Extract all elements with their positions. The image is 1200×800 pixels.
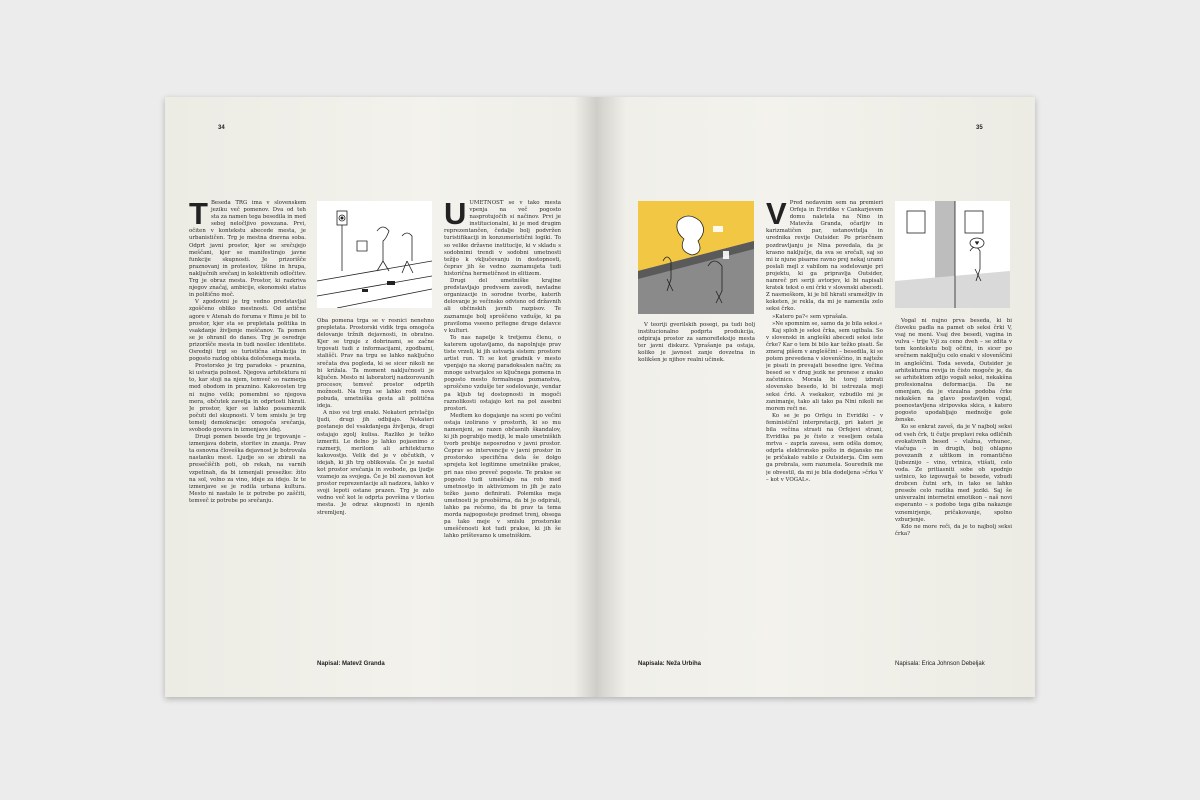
paragraph: Beseda TRG ima v slovenskem jeziku več pomenov. Dva od teh sta za namen tega besedila in med seboj neločljivo povezana. Prvi, očiten v kontekstu abecede mesta, je urbanističen. Trg je mestna dnevna soba. Odprt javni prostor, kjer se srečujejo meščani, kjer se manifestirajo javne funkcije skupnosti. Je prizorišče praznovanj in protestov, tišine in hrupa, naključnih srečanj in kolektivnih odločitev. Trg je obraz mesta. Prostor, ki razkriva njegov značaj, ambicije, ekonomski status in politično moč. bbox=[189, 200, 306, 299]
dropcap-t: T bbox=[189, 200, 208, 231]
paragraph: V zgodovini je trg vedno predstavljal zgoščeno obliko mestnosti. Od antične agore v Atenah do foruma v Rimu je bil to prostor, kjer sta se prepletala politika in vsakdanje življenje meščanov. Ta pomen se je ohranil do danes. Trg je osrednje prizorišče mesta in tudi nosilec identitete. Osrednji trgi so turistična atrakcija in pogosto razlog obiska določenega mesta. bbox=[189, 299, 306, 363]
paragraph: Drugi del umetniške krajine predstavljajo predvsem zavodi, nevladne organizacije in sorodne tvorbe, katerih delovanje je večinsko odvisno od državnih ali občinskih javnih razpisov. Te zaznamuje bolj sproščeno vzdušje, ki pa praviloma vseeno pritegne druge delavce v kulturi. bbox=[444, 278, 561, 334]
paragraph: V teoriji gverilskih posegi, pa tudi bolj institucionalno podprta produkcija, odpiraja prostor za samorefleksijo mesta ter javni diskurz. Vprašanje pa ostaja, koliko je javnost zanje dovzetna in kolikšen je njihov realni učinek. bbox=[638, 322, 755, 364]
page-number-right: 35 bbox=[976, 125, 983, 131]
article-umetnost-column-1 bbox=[444, 200, 561, 670]
article-vogal-column-2 bbox=[895, 318, 1012, 638]
article-trg-column-1 bbox=[189, 200, 306, 670]
corner-scene-illustration bbox=[895, 201, 1010, 308]
article-umetnost-column-2 bbox=[638, 322, 755, 482]
paragraph: Kaj sploh je seksi črka, sem ugibala. So v slovenski in angleški abecedi seksi iste črke? Kar o tem bi bilo kar težko pisati. Še zmeraj pišem v angleščini – besedila, ki so potem prevedena v slovenščino, in najteže je pisati in prevajati besedne igre. Večina besed se v drug jezik ne prenese z enako začetnico. Morala bi torej izbrati slovensko besedo, ki bi ustrezala moji seksi črki. A vsekakor, vzbudilo mi je zanimanje, tako ali tako pa Nini nikoli ne morem reči ne. bbox=[766, 327, 883, 412]
paragraph: To nas napelje k tretjemu členu, o katerem ugotavljamo, da napolnjuje prav tiste vrzeli, ki jih ustvarja sistem: prostore artist run. Ti se kot gradnik v mesto vpenjajo na skoraj paradoksalen način; za mnoge ustvarjalce so ključnega pomena in pogosto mesto formalnega poznanstva, sproščeno vzdušje ter sodelovanje, vendar pa kljub tej dostopnosti in mogoči raznolikosti ostajajo kot na pol zasebni prostori. bbox=[444, 334, 561, 412]
dropcap-v: V bbox=[766, 200, 787, 231]
yellow-wall-illustration bbox=[638, 201, 754, 314]
paragraph: Oba pomena trga se v resnici nenehno prepletata. Prostorski vidik trga omogoča delovanje tržnih dejavnosti, in obratno. Kjer se trguje z dobrinami, se začne trgovati tudi z informacijami, zgodbami, stališči. Prav na trgu se lahko naključno srečata dva pogleda, ki se sicer nikoli ne bi križala. Ta moment naključnosti je ključen. Mesto ni laboratorij nadzorovanih procesov, temveč prostor odprtih možnosti. Na trgu se lahko rodi nova pobuda, umetniška gesta ali politična ideja. bbox=[317, 318, 434, 410]
paragraph: »Katero pa?« sem vprašala. bbox=[772, 313, 848, 320]
paragraph: Kdo ne more reči, da je to najbolj seksi črka? bbox=[895, 523, 1012, 537]
paragraph: Ko se je po Orfeju in Evridiki – v feminističnl interpretaciji, pri kateri je bila večina strasti na Orfejevi strani, Evridika pa je čisto z veseljem ostala mrtva – zaprla zavesa, sem odšla domov, odprla elektronsko pošto in dejansko me je pričakalo vabilo z Outsiderja. Čim sem ga prebrala, sem razumela. Sourednik me je obvestil, da mi je bila dodeljena »črka V – kot v VOGAL«. bbox=[766, 412, 883, 483]
paragraph: A niso vsi trgi enaki. Nekateri privlačijo ljudi, drugi jih odbijajo. Nekateri postanejo del vsakdanjega življenja, drugi ostajajo zgolj kulisa. Razliko je težko izmeriti. Le delno jo lahko pojasnimo z razmerji, merilom ali arhitekturno kakovostjo. Velik del je v občutkih, v idejah, ki jih trg oblikovala. Če je nastal kot prostor srečanja in svobode, ga ljudje vzamejo za svojega. Če je bil zasnovan kot prostor reprezentacije ali nadzora, lahko v svoji lepoti ostane prazen. Trg je zato vedno več kot le odprta površina v tlorisu mesta. Je odraz skupnosti in njenih stremljenj. bbox=[317, 410, 434, 516]
author-byline: Napisal: Matevž Granda bbox=[317, 661, 385, 667]
paragraph: Pred nedavnim sem na premieri Orfeja in Evridike v Cankarjevem domu naletela na Nino in Matevža Granda, očarljiv in karizmatičen par, ustanovitelja in urednika revije Outsider. Po prisrčnem pozdravljanju je Nina povedala, da je krasno naključje, da sva se srečali, saj so mi iz njune pisarne ravno prej nekaj urami poslali mejl z vabilom na sodelovanje pri projektu, ki ga pripravlja Outsider, namreč pri seriji avtorjev, ki bi napisali kratek tekst o eni črki v slovenski abecedi. Z nasmeškom, ki je bil hkrati sramežljiv in koketen, je rekla, da mi je namenila zelo seksi črko. bbox=[766, 200, 883, 313]
author-byline: Napisala: Neža Urbiha bbox=[638, 661, 702, 667]
author-byline: Napisala: Erica Johnson Debeljak bbox=[895, 661, 985, 667]
article-vogal-column-1 bbox=[766, 200, 883, 670]
paragraph: Medtem ko dogajanje na sceni po večini ostaja izolirano v prostorih, ki so mu namenjeni, se razen občasnih škandalov, ki jih pograbijo mediji, le malo umetniških tvorb prebije neposredno v javni prostor. Čeprav so intervencije v javni prostor in prostorsko specifična dela še dolgo sprejeta kot legitimne umetniške prakse, pri nas niso preveč pogoste. Te prakse se pogosto tudi umeščajo na rob med umetnostjo in aktivizmom in jih je zato težko jasno definirati. Polemika meja umetnosti je preobširna, da bi jo odpirali, lahko pa rečemo, da bi prav ta tema morda najpogosteje predmet trenj, obsega pa tako meje v smislu prostorske umeščenosti kot tudi prakse, ki jih še lahko prištevamo k umetniškim. bbox=[444, 412, 561, 540]
dropcap-u: U bbox=[444, 200, 467, 231]
paragraph: Vogal ni nujno prva beseda, ki bi človeku padla na pamet ob seksi črki V, vsaj ne meni. Vsaj dve besedi, vagina in vulva – trije V-ji za ceno dveh – se zdita v tem kontekstu bolj očitni, in sicer po srečnem naključju celo enaki v slovenščini in angleščini. Toda seveda, Outsider je arhitekturna revija in čisto mogoče je, da se arhitektom zdijo vogali seksi, nekakšna profesionalna deformacija. Da ne omenjam, da je vizualna podoba črke nekakšen na glavo postavljen vogal, poenostavljena stripovska skica, s katero pogosto upodabljajo mednožje gole ženske. bbox=[895, 318, 1012, 424]
paragraph: Drugi pomen besede trg je trgovanje – izmenjava dobrin, storitev in znanja. Prav ta osnovna človeška dejavnost je botrovala nastanku mest. Ljudje so se zbirali na presečiščih poti, ob rekah, na varnih vzpetinah, da bi izmenjali presežke: žito na sol, volno za vino, ideje za idejo. Iz te izmenjave se je rodila urbana kultura. Mesto ni nastalo le iz potrebe po zaščiti, temveč iz potrebe po srečanju. bbox=[189, 434, 306, 504]
paragraph: Prostorsko je trg paradoks – praznina, ki ustvarja polnost. Njegova arhitektura ni to, kar stoji na njem, temveč so razmerja med obodom in praznino. Kakovosten trg ni nujno velik; pomembni so njegova mera, občutek zavetja in odprtosti hkrati. Je prostor, kjer se lahko posameznik počuti del skupnosti. V tem smislu je trg temelj demokracije: omogoča srečanja, svobodo govora in izmenjave idej. bbox=[189, 363, 306, 433]
page-number-left: 34 bbox=[218, 125, 225, 131]
paragraph: Ko se enkrat zaveš, da je V najbolj seksi od vseh črk, ti čutje preplavi reka odličnih evokativnih besed – vlažna, vrhunec, vlačuga – in drugih, bolj ohlapno povezanih z užitkom in romantično ljubeznijo – vino, vrtnica, vtišati, celo voda. Ze pritiasniti sobe ob spodnjo ustnico, ko izgovarjaš te besede, vzbudi drobcen čutni srh, in tako se lahko preseže celo razlika med jeziki. Saj še univerzalni internetni emotikon – naš novi esperanto – s podobo tega giba nakazuje vznemirjenje, pričakovanje, spolno vzburjenje. bbox=[895, 424, 1012, 523]
article-trg-column-2 bbox=[317, 318, 434, 618]
street-scene-illustration bbox=[317, 201, 432, 308]
paragraph: »Ne spomnim se, samo da je bila seksi.« bbox=[772, 320, 883, 327]
paragraph: UMETNOST se v tako mesta vpenja na več pogosto nasprotujočih si načinov. Prvi je institucionalni, ki je med drugim reprezentančen, čedalje bolj podvržen turistifikaciji in konzumeristični logiki. To so velike državne institucije, ki v skladu s sodobnimi trendi v sodobni umetnosti težijo k vključevanju in dostopnosti, čeprav jih še vedno zaznamujeta tudi historična hermetičnost in elitizem. bbox=[444, 200, 561, 277]
